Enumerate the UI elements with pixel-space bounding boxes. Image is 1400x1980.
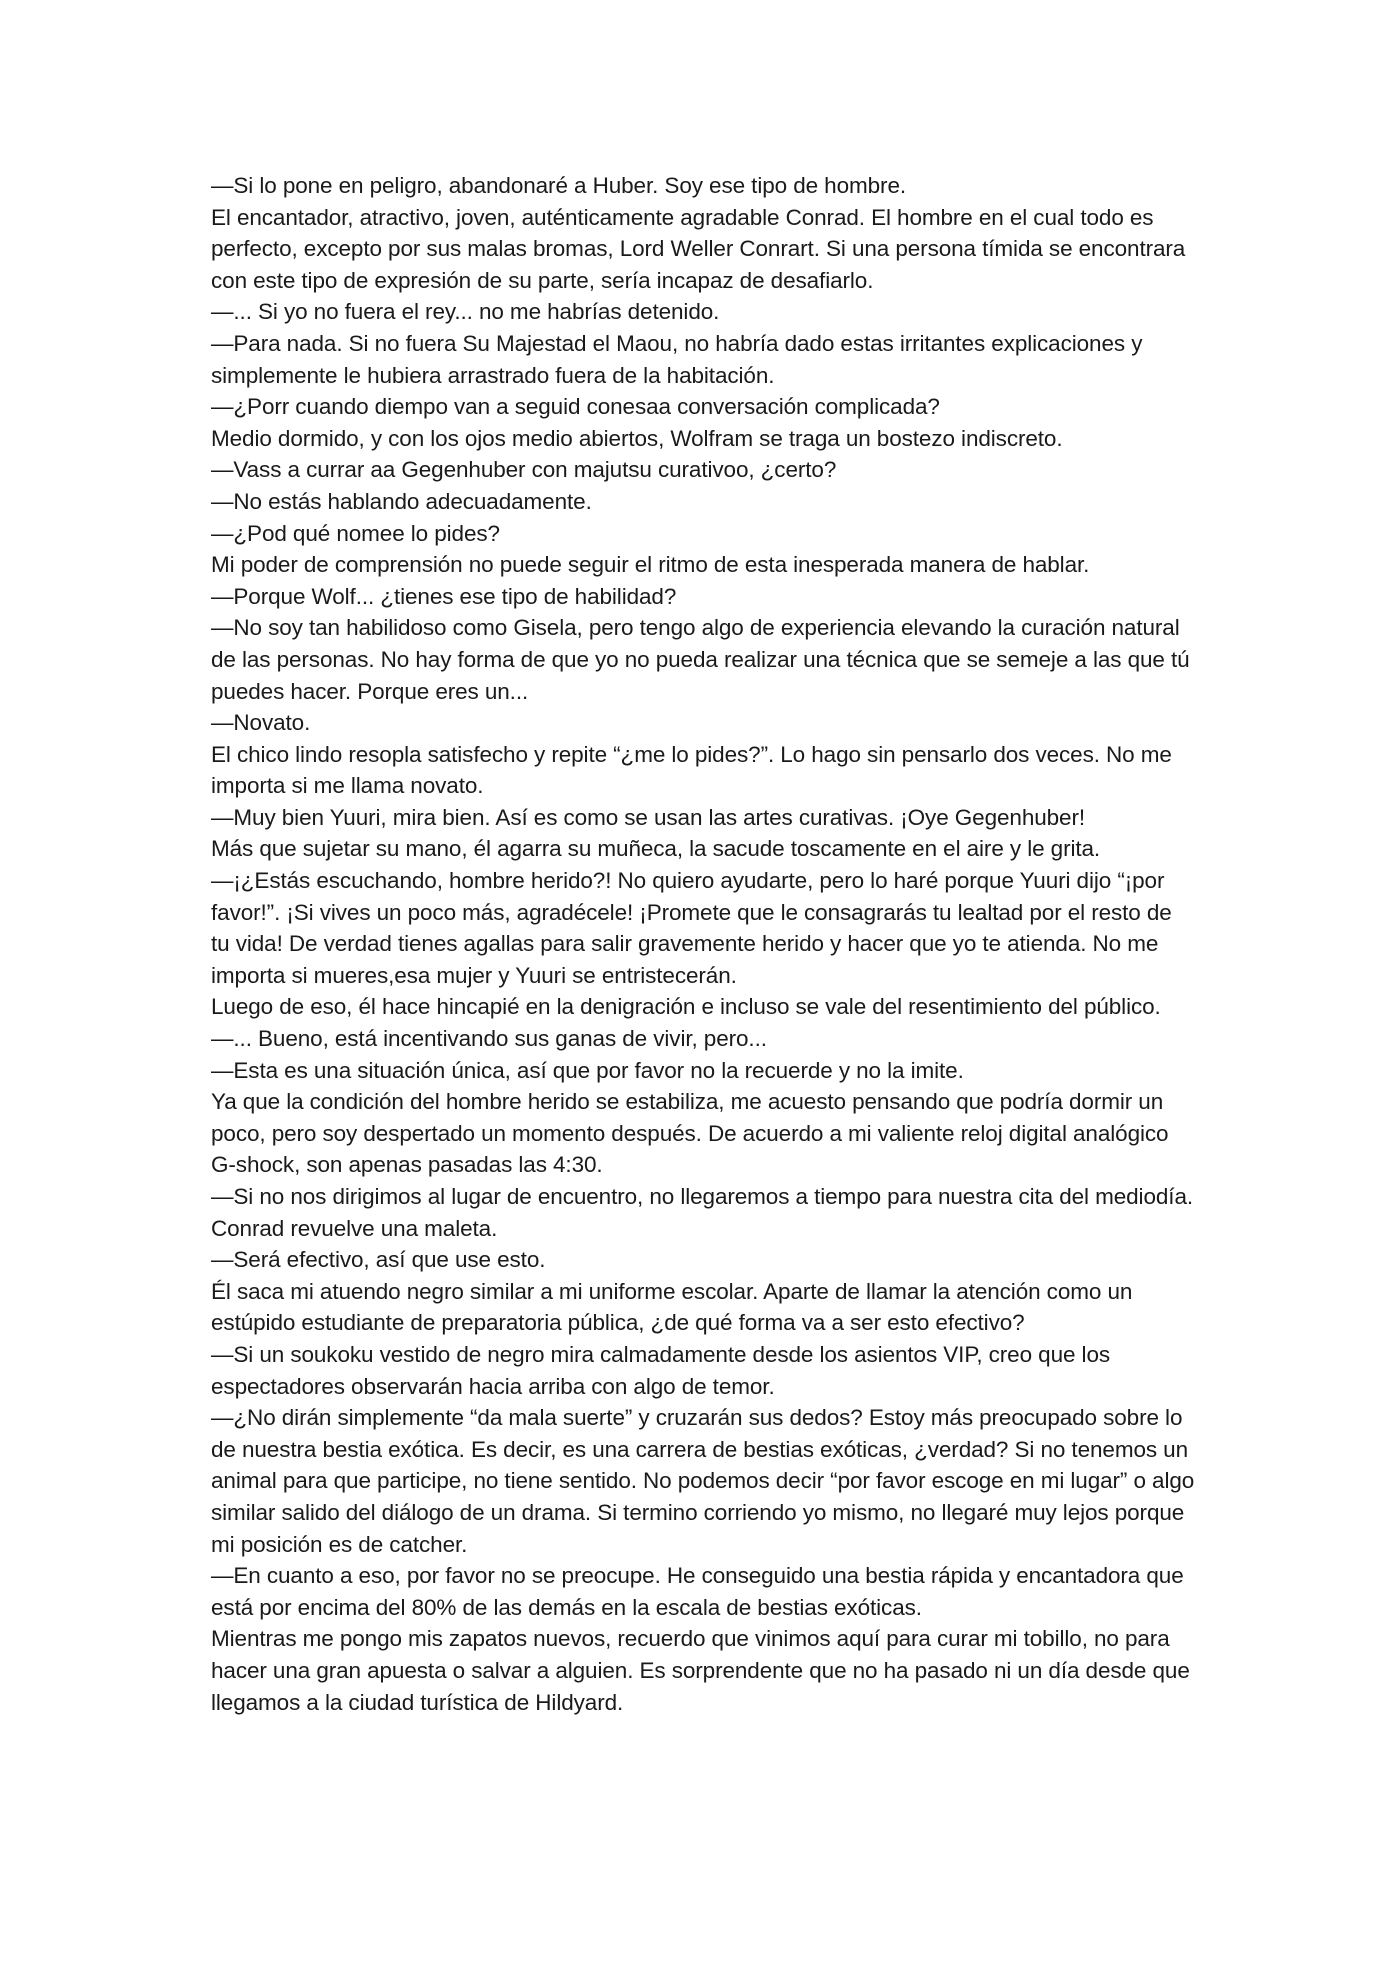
paragraph: Mientras me pongo mis zapatos nuevos, recuerdo que vinimos aquí para curar mi tobillo, no para hacer una gran apuesta o salvar a alguien. Es sorprendente que no ha pasado ni un día desde que llegamos a la ciudad turística de Hildyard.	[211, 1626, 1190, 1715]
paragraph: —Vass a currar aa Gegenhuber con majutsu curativoo, ¿certo?	[211, 457, 837, 483]
paragraph: —¿No dirán simplemente “da mala suerte” y cruzarán sus dedos? Estoy más preocupado sobre lo de nuestra bestia exótica. Es decir, es una carrera de bestias exóticas, ¿verdad? Si no tenemos un animal para que participe, no tiene sentido. No podemos decir “por favor escoge en mi lugar” o algo similar salido del diálogo de un drama. Si termino corriendo yo mismo, no llegaré muy lejos porque mi posición es de catcher.	[211, 1405, 1195, 1557]
paragraph: —No soy tan habilidoso como Gisela, pero tengo algo de experiencia elevando la curación natural de las personas. No hay forma de que yo no pueda realizar una técnica que se semeje a las que tú puedes hacer. Porque eres un...	[211, 615, 1190, 704]
paragraph: —¿Pod qué nomee lo pides?	[211, 520, 500, 546]
paragraph: —¿Porr cuando diempo van a seguid conesaa conversación complicada?	[211, 394, 940, 420]
paragraph: —¡¿Estás escuchando, hombre herido?! No quiero ayudarte, pero lo haré porque Yuuri dijo “¡por favor!”. ¡Si vives un poco más, agradécele! ¡Promete que le consagrarás tu lealtad por el resto de tu vida! De verdad tienes agallas para salir gravemente herido y hacer que yo te atienda. No me importa si mueres,esa mujer y Yuuri se entristecerán.	[211, 868, 1172, 988]
paragraph: —En cuanto a eso, por favor no se preocupe. He conseguido una bestia rápida y encantadora que está por encima del 80% de las demás en la escala de bestias exóticas.	[211, 1563, 1184, 1620]
paragraph: Medio dormido, y con los ojos medio abiertos, Wolfram se traga un bostezo indiscreto.	[211, 425, 1063, 451]
document-body	[211, 170, 1196, 1718]
paragraph: Mi poder de comprensión no puede seguir el ritmo de esta inesperada manera de hablar.	[211, 552, 1090, 578]
paragraph: —Para nada. Si no fuera Su Majestad el Maou, no habría dado estas irritantes explicaciones y simplemente le hubiera arrastrado fuera de la habitación.	[211, 330, 1143, 388]
paragraph: —Si no nos dirigimos al lugar de encuentro, no llegaremos a tiempo para nuestra cita del mediodía.	[211, 1184, 1194, 1209]
paragraph: —Si un soukoku vestido de negro mira calmadamente desde los asientos VIP, creo que los espectadores observarán hacia arriba con algo de temor.	[211, 1341, 1111, 1399]
paragraph: Él saca mi atuendo negro similar a mi uniforme escolar. Aparte de llamar la atención como un estúpido estudiante de preparatoria pública, ¿de qué forma va a ser esto efectivo?	[211, 1278, 1133, 1336]
paragraph: Más que sujetar su mano, él agarra su muñeca, la sacude toscamente en el aire y le grita.	[211, 836, 1101, 862]
paragraph: —Novato.	[211, 710, 311, 736]
paragraph: —Si lo pone en peligro, abandonaré a Huber. Soy ese tipo de hombre.	[211, 173, 907, 198]
paragraph: Luego de eso, él hace hincapié en la denigración e incluso se vale del resentimiento del público.	[211, 994, 1161, 1020]
paragraph: —No estás hablando adecuadamente.	[211, 488, 592, 514]
paragraph: —Muy bien Yuuri, mira bien. Así es como se usan las artes curativas. ¡Oye Gegenhuber!	[211, 804, 1086, 830]
paragraph: Conrad revuelve una maleta.	[211, 1215, 498, 1241]
paragraph: Ya que la condición del hombre herido se estabiliza, me acuesto pensando que podría dormir un poco, pero soy despertado un momento después. De acuerdo a mi valiente reloj digital analógico G-shock, son apenas pasadas las 4:30.	[211, 1089, 1169, 1178]
paragraph: El encantador, atractivo, joven, auténticamente agradable Conrad. El hombre en el cual todo es perfecto, excepto por sus malas bromas, Lord Weller Conrart. Si una persona tímida se encontrara con este tipo de expresión de su parte, sería incapaz de desafiarlo.	[211, 204, 1186, 293]
paragraph: —... Si yo no fuera el rey... no me habrías detenido.	[211, 299, 720, 325]
paragraph: El chico lindo resopla satisfecho y repite “¿me lo pides?”. Lo hago sin pensarlo dos veces. No me importa si me llama novato.	[211, 741, 1172, 799]
paragraph: —Esta es una situación única, así que por favor no la recuerde y no la imite.	[211, 1057, 964, 1083]
paragraph: —Será efectivo, así que use esto.	[211, 1247, 546, 1273]
paragraph: —... Bueno, está incentivando sus ganas de vivir, pero...	[211, 1026, 767, 1052]
paragraph: —Porque Wolf... ¿tienes ese tipo de habilidad?	[211, 583, 677, 609]
